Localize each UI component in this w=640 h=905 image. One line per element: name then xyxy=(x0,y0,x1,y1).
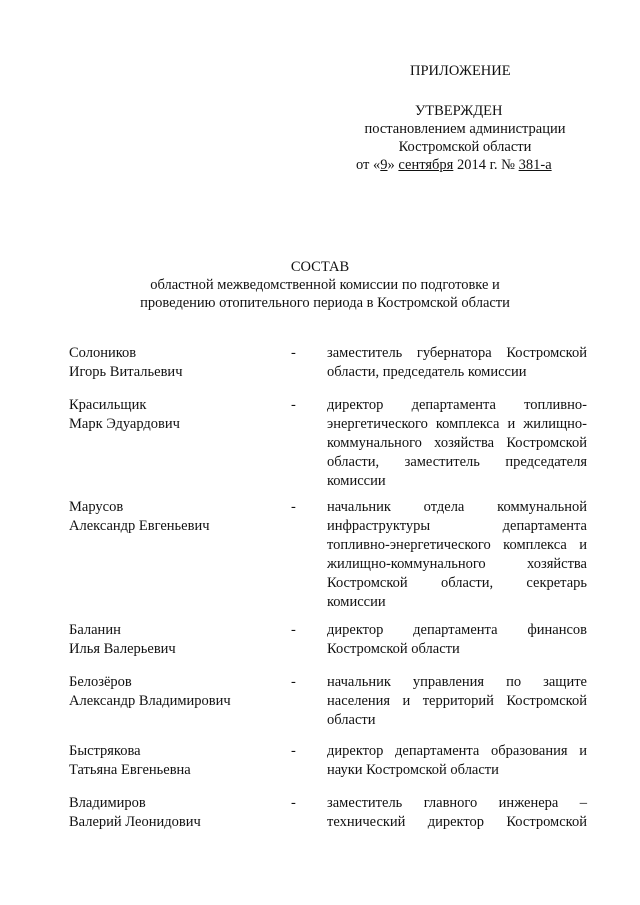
role-line: жилищно-коммунального хозяйства xyxy=(327,556,587,572)
approval-date xyxy=(356,156,552,175)
member-name xyxy=(69,742,289,780)
role-line: комиссии xyxy=(327,594,386,610)
role-line: Костромской области, секретарь xyxy=(327,575,587,591)
role-line: комиссии xyxy=(327,473,386,489)
page-subtitle-2: проведению отопительного периода в Костромской области xyxy=(140,295,510,311)
member-surname: Солоников xyxy=(69,345,137,361)
member-role xyxy=(327,621,587,659)
role-line: области, председатель комиссии xyxy=(327,364,527,380)
member-surname: Быстрякова xyxy=(69,743,141,759)
member-surname: Красильщик xyxy=(69,397,147,413)
member-role xyxy=(327,396,587,491)
role-line: инфраструктуры департамента xyxy=(327,518,587,534)
approved-label: УТВЕРЖДЕН xyxy=(415,103,503,119)
member-dash: - xyxy=(291,397,296,413)
member-name xyxy=(69,396,289,434)
member-name xyxy=(69,794,289,832)
role-line: технический директор Костромской xyxy=(327,814,587,830)
member-role xyxy=(327,673,587,730)
date-mid1: » xyxy=(387,157,399,173)
member-role xyxy=(327,344,587,382)
appendix-label: ПРИЛОЖЕНИЕ xyxy=(410,63,511,79)
member-surname: Марусов xyxy=(69,499,124,515)
role-line: заместитель губернатора Костромской xyxy=(327,345,587,361)
role-line: заместитель главного инженера – xyxy=(327,795,587,811)
date-number: 381-а xyxy=(518,157,552,173)
role-line: директор департамента образования и xyxy=(327,743,587,759)
date-mid2: 2014 г. № xyxy=(453,157,519,173)
member-surname: Баланин xyxy=(69,622,121,638)
role-line: Костромской области xyxy=(327,641,460,657)
role-line: области, заместитель председателя xyxy=(327,454,587,470)
approval-line-1: постановлением администрации xyxy=(364,121,566,137)
member-given-name: Александр Владимирович xyxy=(69,693,231,709)
member-given-name: Александр Евгеньевич xyxy=(69,518,210,534)
member-surname: Владимиров xyxy=(69,795,146,811)
member-name xyxy=(69,621,289,659)
role-line: директор департамента топливно- xyxy=(327,397,587,413)
member-given-name: Марк Эдуардович xyxy=(69,416,180,432)
member-name xyxy=(69,673,289,711)
member-dash: - xyxy=(291,345,296,361)
member-role xyxy=(327,742,587,780)
member-name xyxy=(69,498,289,536)
member-given-name: Илья Валерьевич xyxy=(69,641,176,657)
role-line: топливно-энергетического комплекса и xyxy=(327,537,587,553)
role-line: области xyxy=(327,712,376,728)
date-month: сентября xyxy=(398,157,454,173)
member-dash: - xyxy=(291,499,296,515)
date-prefix: от « xyxy=(356,157,381,173)
member-role xyxy=(327,794,587,832)
member-dash: - xyxy=(291,622,296,638)
role-line: науки Костромской области xyxy=(327,762,499,778)
role-line: населения и территорий Костромской xyxy=(327,693,587,709)
role-line: директор департамента финансов xyxy=(327,622,587,638)
member-given-name: Валерий Леонидович xyxy=(69,814,201,830)
role-line: коммунального хозяйства Костромской xyxy=(327,435,587,451)
member-surname: Белозёров xyxy=(69,674,132,690)
role-line: начальник управления по защите xyxy=(327,674,587,690)
role-line: энергетического комплекса и жилищно- xyxy=(327,416,587,432)
member-dash: - xyxy=(291,674,296,690)
page-title: СОСТАВ xyxy=(290,259,350,275)
member-name xyxy=(69,344,289,382)
member-dash: - xyxy=(291,743,296,759)
member-role xyxy=(327,498,587,612)
member-dash: - xyxy=(291,795,296,811)
approval-line-2: Костромской области xyxy=(398,139,532,155)
role-line: начальник отдела коммунальной xyxy=(327,499,587,515)
page-subtitle-1: областной межведомственной комиссии по подготовке и xyxy=(150,277,500,293)
date-day: 9 xyxy=(380,157,388,173)
member-given-name: Татьяна Евгеньевна xyxy=(69,762,191,778)
member-given-name: Игорь Витальевич xyxy=(69,364,183,380)
